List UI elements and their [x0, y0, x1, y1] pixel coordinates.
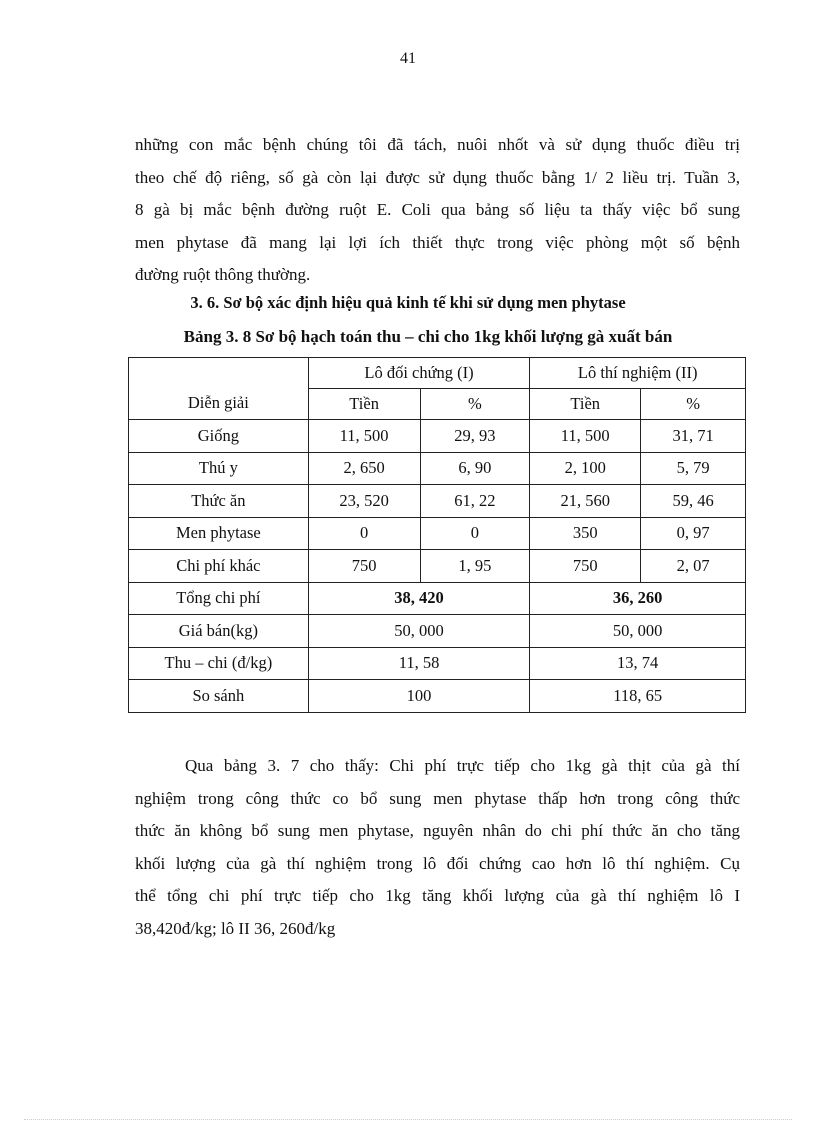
- paragraph-line: những con mắc bệnh chúng tôi đã tách, nuôi nhốt và sử dụng thuốc điều trị: [135, 135, 740, 154]
- paragraph-intro: [135, 129, 740, 292]
- table-cell: 50, 000: [308, 615, 530, 648]
- table-row: [129, 582, 746, 615]
- table-cell: 0: [420, 517, 530, 550]
- table-row: [129, 485, 746, 518]
- section-heading: 3. 6. Sơ bộ xác định hiệu quả kinh tế khi sử dụng men phytase: [190, 293, 626, 312]
- cost-table: [128, 357, 746, 713]
- table-cell: 13, 74: [530, 647, 746, 680]
- table-cell: 750: [308, 550, 420, 583]
- row-label: Giống: [129, 420, 309, 453]
- page-number: 41: [400, 50, 416, 67]
- table-row: [129, 517, 746, 550]
- table-cell: 11, 500: [308, 420, 420, 453]
- paragraph-analysis: [135, 750, 740, 946]
- group-header-control: Lô đối chứng (I): [308, 358, 530, 389]
- row-label: Chi phí khác: [129, 550, 309, 583]
- subheader-cell: %: [420, 389, 530, 420]
- table-header-row: [129, 358, 746, 389]
- row-label: Tổng chi phí: [129, 582, 309, 615]
- table-cell: 2, 100: [530, 452, 641, 485]
- paragraph-line: 38,420đ/kg; lô II 36, 260đ/kg: [135, 918, 336, 938]
- paragraph-line: thức ăn không bổ sung men phytase, nguyên nhân do chi phí thức ăn cho tăng: [135, 821, 740, 841]
- table-cell: 5, 79: [641, 452, 746, 485]
- table-cell: 0, 97: [641, 517, 746, 550]
- paragraph-line: 8 gà bị mắc bệnh đường ruột E. Coli qua bảng số liệu ta thấy việc bổ sung: [135, 200, 740, 220]
- table-cell: 0: [308, 517, 420, 550]
- page-bottom-divider: [24, 1119, 792, 1120]
- row-label: Thu – chi (đ/kg): [129, 647, 309, 680]
- table-cell: 750: [530, 550, 641, 583]
- table-cell: 6, 90: [420, 452, 530, 485]
- table-cell: 38, 420: [308, 582, 530, 615]
- table-cell: 11, 58: [308, 647, 530, 680]
- table-row: [129, 647, 746, 680]
- table-cell: 31, 71: [641, 420, 746, 453]
- table-cell: 350: [530, 517, 641, 550]
- subheader-cell: %: [641, 389, 746, 420]
- table-row: [129, 420, 746, 453]
- row-label: So sánh: [129, 680, 309, 713]
- paragraph-line: Qua bảng 3. 7 cho thấy: Chi phí trực tiếp cho 1kg gà thịt của gà thí: [185, 756, 740, 775]
- table-cell: 36, 260: [530, 582, 746, 615]
- table-cell: 1, 95: [420, 550, 530, 583]
- table-cell: 61, 22: [420, 485, 530, 518]
- paragraph-line: khối lượng của gà thí nghiệm trong lô đối chứng cao hơn lô thí nghiệm. Cụ: [135, 853, 740, 873]
- table-cell: 11, 500: [530, 420, 641, 453]
- row-label: Thức ăn: [129, 485, 309, 518]
- table-row: [129, 680, 746, 713]
- table-row: [129, 452, 746, 485]
- group-header-trial: Lô thí nghiệm (II): [530, 358, 746, 389]
- table-row: [129, 615, 746, 648]
- paragraph-line: thể tổng chi phí trực tiếp cho 1kg tăng khối lượng của gà thí nghiệm lô I: [135, 886, 740, 906]
- table-cell: 2, 07: [641, 550, 746, 583]
- table-cell: 118, 65: [530, 680, 746, 713]
- table-cell: 59, 46: [641, 485, 746, 518]
- subheader-cell: Tiền: [530, 389, 641, 420]
- table-cell: 50, 000: [530, 615, 746, 648]
- paragraph-line: men phytase đã mang lại lợi ích thiết thực trong việc phòng một số bệnh: [135, 232, 740, 252]
- table-cell: 2, 650: [308, 452, 420, 485]
- paragraph-line: theo chế độ riêng, số gà còn lại được sử dụng thuốc bằng 1/ 2 liều trị. Tuần 3,: [135, 167, 740, 187]
- paragraph-line: nghiệm trong công thức co bổ sung men phytase thấp hơn trong công thức: [135, 788, 740, 808]
- table-cell: 29, 93: [420, 420, 530, 453]
- subheader-cell: Tiền: [308, 389, 420, 420]
- row-label: Men phytase: [129, 517, 309, 550]
- row-header-cell: Diễn giải: [129, 358, 309, 420]
- row-label: Giá bán(kg): [129, 615, 309, 648]
- paragraph-line: đường ruột thông thường.: [135, 265, 311, 285]
- table-cell: 100: [308, 680, 530, 713]
- table-title: Bảng 3. 8 Sơ bộ hạch toán thu – chi cho 1kg khối lượng gà xuất bán: [183, 327, 673, 346]
- table-cell: 23, 520: [308, 485, 420, 518]
- table-row: [129, 550, 746, 583]
- table-cell: 21, 560: [530, 485, 641, 518]
- row-label: Thú y: [129, 452, 309, 485]
